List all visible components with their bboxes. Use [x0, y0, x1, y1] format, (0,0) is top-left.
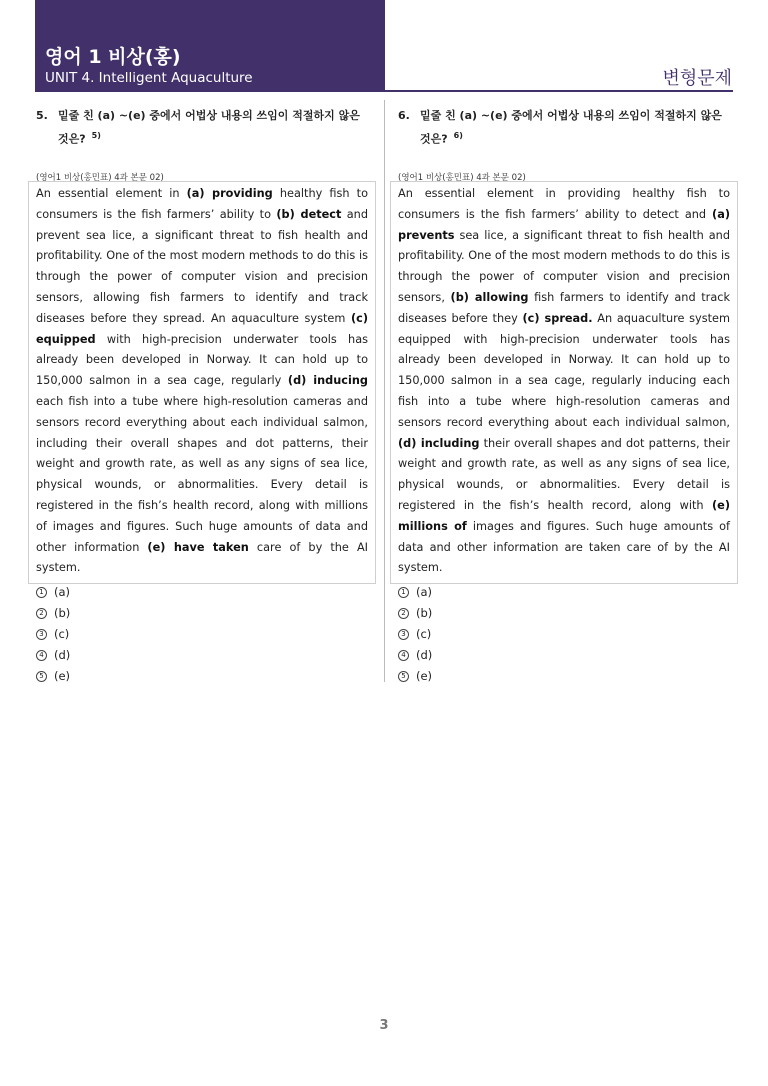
passage-source: (영어1 비상(홍민표) 4과 본문 02): [398, 172, 526, 183]
question-text-tail: 것은?: [58, 132, 86, 146]
underlined-choice: (d) inducing: [287, 374, 368, 388]
choice-label: (e): [54, 669, 71, 683]
choice-label: (d): [54, 648, 71, 662]
answer-choice[interactable]: [398, 624, 432, 645]
footnote-ref: 6): [453, 131, 463, 140]
answer-choice[interactable]: [398, 603, 432, 624]
choice-label: (c): [416, 627, 432, 641]
page-number: 3: [379, 1018, 389, 1033]
answer-choice[interactable]: [36, 603, 70, 624]
underlined-choice: (a) providing: [186, 187, 273, 200]
page-title: 영어 1 비상(홍): [45, 46, 181, 68]
passage-run: their overall shapes and dot patterns, their weight and growth rate, as well as any signs of sea lice, physical wounds, or abnormalities. Every detail is registered in the fish’s health record, along with: [398, 436, 730, 512]
passage-run: fish farmers to identify and track diseases before they: [398, 290, 730, 325]
choice-number-icon: 2: [398, 608, 409, 619]
question-6: [398, 106, 738, 683]
header-rule: [35, 90, 733, 92]
choice-label: (e): [416, 669, 433, 683]
passage-run: healthy fish to consumers is the fish farmers’ ability to: [36, 187, 368, 221]
passage-run: An essential element in providing healthy fish to consumers is the fish farmers’ ability to detect and: [398, 187, 730, 221]
passage-box: [28, 181, 376, 584]
answer-choice[interactable]: [36, 582, 70, 603]
choice-number-icon: 5: [36, 671, 47, 682]
choice-number-icon: 4: [36, 650, 47, 661]
choice-number-icon: 2: [36, 608, 47, 619]
underlined-choice: (b) allowing: [450, 290, 529, 304]
answer-choice[interactable]: [36, 666, 70, 687]
choice-label: (a): [416, 585, 433, 599]
question-prompt: [36, 106, 376, 126]
passage-run: care of by the AI system.: [36, 540, 368, 575]
underlined-choice: (a) prevents: [398, 207, 730, 242]
unit-subtitle: UNIT 4. Intelligent Aquaculture: [45, 70, 253, 86]
choice-number-icon: 5: [398, 671, 409, 682]
passage-run: each fish into a tube where high-resolution cameras and sensors record everything about each individual salmon, including their overall shapes and dot patterns, their weight and growth rate, as well as any signs of sea lice, physical wounds, or abnormalities. Every detail is registered in the fish’s health record, along with millions of images and figures. Such huge amounts of data and other information: [36, 394, 368, 554]
choice-label: (d): [416, 648, 433, 662]
section-label: 변형문제: [662, 68, 732, 89]
passage-text: [398, 184, 730, 579]
underlined-choice: (d) including: [398, 436, 480, 450]
passage-source: (영어1 비상(홍민표) 4과 본문 02): [36, 172, 164, 183]
question-text-tail: 것은?: [420, 132, 448, 146]
answer-choice[interactable]: [36, 624, 70, 645]
underlined-choice: (e) millions of: [398, 498, 730, 533]
passage-run: An essential element in: [36, 187, 187, 200]
passage-box: [390, 181, 738, 584]
underlined-choice: (e) have taken: [147, 540, 249, 554]
passage-run: and prevent sea lice, a significant threat to fish health and profitability. One of the most modern methods to do this is through the power of computer vision and precision sensors, allowing fish farmers to identify and track diseases before they spread. An aquaculture system: [36, 207, 368, 325]
answer-choices: [36, 582, 70, 687]
question-5: [36, 106, 376, 683]
answer-choice[interactable]: [398, 582, 432, 603]
question-text: 밑줄 친 (a) ~(e) 중에서 어법상 내용의 쓰임이 적절하지 않은: [420, 109, 722, 122]
footnote-ref: 5): [91, 131, 101, 140]
answer-choice[interactable]: [398, 666, 432, 687]
underlined-choice: (b) detect: [276, 207, 342, 221]
answer-choice[interactable]: [36, 645, 70, 666]
underlined-choice: (c) equipped: [36, 311, 368, 346]
header-band: [35, 0, 385, 90]
question-number: 5.: [36, 109, 48, 122]
passage-run: An aquaculture system equipped with high-precision underwater tools has already been developed in Norway. It can hold up to 150,000 salmon in a sea cage, regularly inducing each fish into a tube where high-resolution cameras and sensors record everything about each individual salmon,: [398, 311, 730, 429]
question-text: 밑줄 친 (a) ~(e) 중에서 어법상 내용의 쓰임이 적절하지 않은: [58, 109, 360, 122]
choice-number-icon: 1: [398, 587, 409, 598]
choice-label: (b): [54, 606, 71, 620]
passage-run: sea lice, a significant threat to fish health and profitability. One of the most modern methods to do this is through the power of computer vision and precision sensors,: [398, 228, 730, 304]
passage-text: [36, 184, 368, 579]
question-text-cont: [398, 126, 738, 150]
choice-label: (c): [54, 627, 70, 641]
underlined-choice: (c) spread.: [522, 311, 593, 325]
question-number: 6.: [398, 109, 410, 122]
choice-label: (a): [54, 585, 71, 599]
choice-number-icon: 3: [398, 629, 409, 640]
choice-number-icon: 4: [398, 650, 409, 661]
passage-run: images and figures. Such huge amounts of data and other information are taken care of by the AI system.: [398, 519, 730, 575]
choice-number-icon: 1: [36, 587, 47, 598]
passage-run: with high-precision underwater tools has already been developed in Norway. It can hold up to 150,000 salmon in a sea cage, regularly: [36, 332, 368, 388]
column-divider: [384, 100, 385, 682]
question-text-cont: [36, 126, 376, 150]
answer-choice[interactable]: [398, 645, 432, 666]
choice-label: (b): [416, 606, 433, 620]
answer-choices: [398, 582, 432, 687]
question-prompt: [398, 106, 738, 126]
choice-number-icon: 3: [36, 629, 47, 640]
